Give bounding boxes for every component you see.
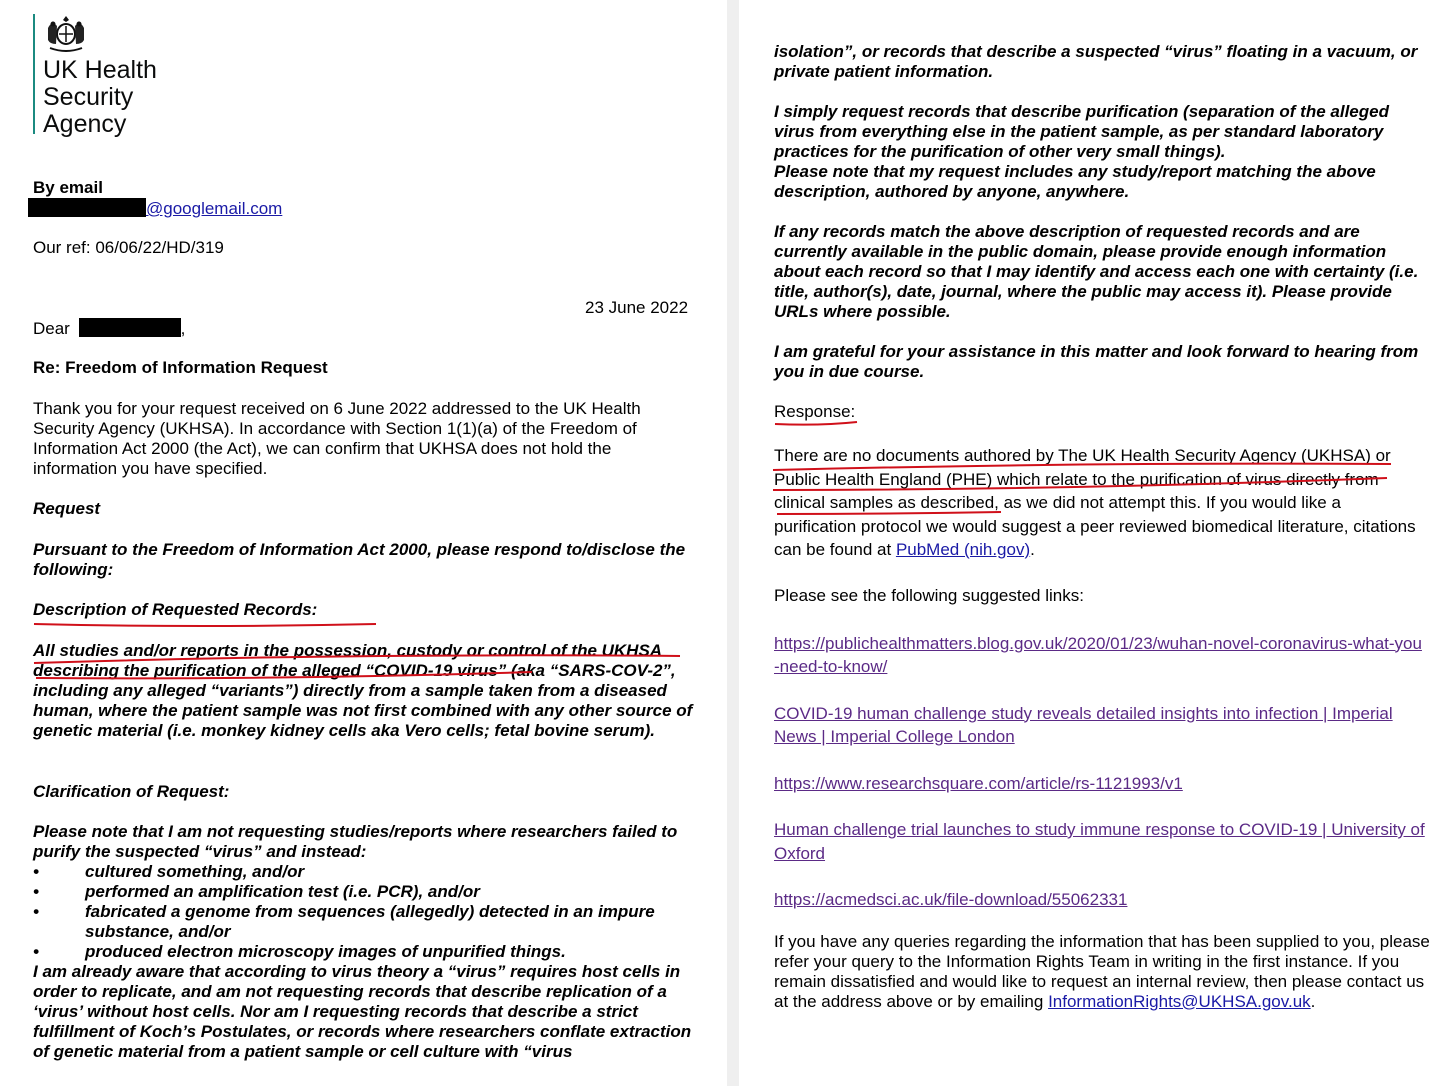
underline-description-heading xyxy=(34,624,376,626)
logo-accent-bar xyxy=(33,14,35,134)
note-paragraph: Please note that my request includes any study/report matching the above description, authored by anyone, anywhere. xyxy=(774,162,1376,201)
bullet-item: • cultured something, and/or xyxy=(33,862,693,882)
closing-text: If you have any queries regarding the information that has been supplied to you, please refer your query to the Information Rights Team in writing in the first instance. If you remain dissatisfied and would like to request an internal review, then please contact us at the address above or by emailing xyxy=(774,931,1430,1011)
suggested-link-acmedsci[interactable]: https://acmedsci.ac.uk/file-download/55062331 xyxy=(774,890,1128,909)
links-intro: Please see the following suggested links: xyxy=(774,585,1084,605)
closing-paragraph xyxy=(774,932,1434,1012)
salutation-comma: , xyxy=(180,319,186,338)
letter-page-2 xyxy=(739,0,1456,1086)
suggested-link-oxford[interactable]: Human challenge trial launches to study immune response to COVID-19 | University of Oxford xyxy=(774,820,1425,863)
purification-paragraph: I simply request records that describe purification (separation of the alleged virus from everything else in the patient sample, as per standard laboratory practices for the purification of other very small things). xyxy=(774,102,1389,161)
request-heading: Request xyxy=(33,499,101,518)
by-email-label: By email xyxy=(33,178,103,197)
response-paragraph xyxy=(774,444,1424,562)
clarification-paragraph: I am already aware that according to virus theory a “virus” requires host cells in order to replicate, and am not requesting records that describe replication of a ‘virus’ without host cells. Nor am I requesting records that describe a strict fulfillment of Koch’s Postulates, or records where researchers conflate extraction of genetic material from a patient sample or cell culture with “virus xyxy=(33,962,692,1061)
request-paragraph: Pursuant to the Freedom of Information Act 2000, please respond to/disclose the following: xyxy=(33,540,686,579)
intro-paragraph: Thank you for your request received on 6 June 2022 addressed to the UK Health Security Agency (UKHSA). In accordance with Section 1(1)(a) of the Freedom of Information Act 2000 (the Act), we can confirm that UKHSA does not hold the information you have specified. xyxy=(33,399,641,478)
information-rights-email-link[interactable]: InformationRights@UKHSA.gov.uk xyxy=(1048,991,1311,1011)
logo-line-1: UK Health xyxy=(43,56,157,84)
clarification-intro: Please note that I am not requesting studies/reports where researchers failed to purify the suspected “virus” and instead: xyxy=(33,822,678,861)
logo-line-3: Agency xyxy=(43,110,127,138)
ukhsa-logo-text xyxy=(43,57,157,138)
redacted-email-user xyxy=(28,198,146,217)
email-domain-link[interactable]: @googlemail.com xyxy=(146,199,283,218)
grateful-paragraph: I am grateful for your assistance in this matter and look forward to hearing from you in due course. xyxy=(774,342,1419,381)
suggested-link-researchsquare[interactable]: https://www.researchsquare.com/article/rs-1121993/v1 xyxy=(774,773,1183,793)
response-heading: Response: xyxy=(774,402,856,421)
royal-crest-icon xyxy=(44,14,88,54)
response-end: . xyxy=(1030,540,1035,559)
subject-line: Re: Freedom of Information Request xyxy=(33,358,328,377)
page2-content xyxy=(774,42,1430,1012)
bullet-item: • fabricated a genome from sequences (allegedly) detected in an impure substance, and/or xyxy=(33,902,693,942)
description-heading: Description of Requested Records: xyxy=(33,600,318,619)
response-text: There are no documents authored by The UK Health Security Agency (UKHSA) or Public Health England (PHE) which relate to the purification of virus directly from clinical samples as described, as we did not attempt this. If you would like a purification protocol we would suggest a peer reviewed biomedical literature, citations can be found at xyxy=(774,446,1416,559)
clarification-heading: Clarification of Request: xyxy=(33,782,230,801)
salutation-dear: Dear xyxy=(33,319,70,338)
continuation-paragraph: isolation”, or records that describe a suspected “virus” floating in a vacuum, or private patient information. xyxy=(774,42,1418,81)
pubmed-link[interactable]: PubMed (nih.gov) xyxy=(895,540,1031,559)
bullet-item: • performed an amplification test (i.e. PCR), and/or xyxy=(33,882,693,902)
recipient-email[interactable] xyxy=(28,198,282,219)
page-gutter xyxy=(727,0,739,1086)
our-reference: Our ref: 06/06/22/HD/319 xyxy=(33,238,224,257)
redacted-name xyxy=(79,318,181,337)
letter-page-1 xyxy=(0,0,727,1086)
public-domain-paragraph: If any records match the above description of requested records and are currently available in the public domain, please provide enough information about each record so that I may identify and access each one with certainty (i.e. title, author(s), date, journal, where the public may access it). Please provide URLs where possible. xyxy=(774,222,1419,321)
letter-date: 23 June 2022 xyxy=(585,298,689,317)
suggested-link-imperial[interactable]: COVID-19 human challenge study reveals detailed insights into infection | Imperial News | Imperial College London xyxy=(774,703,1393,746)
logo-line-2: Security xyxy=(43,83,134,111)
closing-end: . xyxy=(1310,991,1316,1011)
clarification-block xyxy=(33,822,693,1062)
salutation xyxy=(33,318,185,339)
bullet-item: • produced electron microscopy images of unpurified things. xyxy=(33,942,693,962)
clarification-bullet-list xyxy=(33,862,693,962)
description-paragraph: All studies and/or reports in the possession, custody or control of the UKHSA describing the purification of the alleged “COVID-19 virus” (aka “SARS-COV-2”, including any alleged “variants”) directly from a sample taken from a diseased human, where the patient sample was not first combined with any other source of genetic material (i.e. monkey kidney cells aka Vero cells; fetal bovine serum). xyxy=(33,641,693,740)
suggested-link-phe-blog[interactable]: https://publichealthmatters.blog.gov.uk/2020/01/23/wuhan-novel-coronavirus-what-you-need-to-know/ xyxy=(774,633,1422,676)
